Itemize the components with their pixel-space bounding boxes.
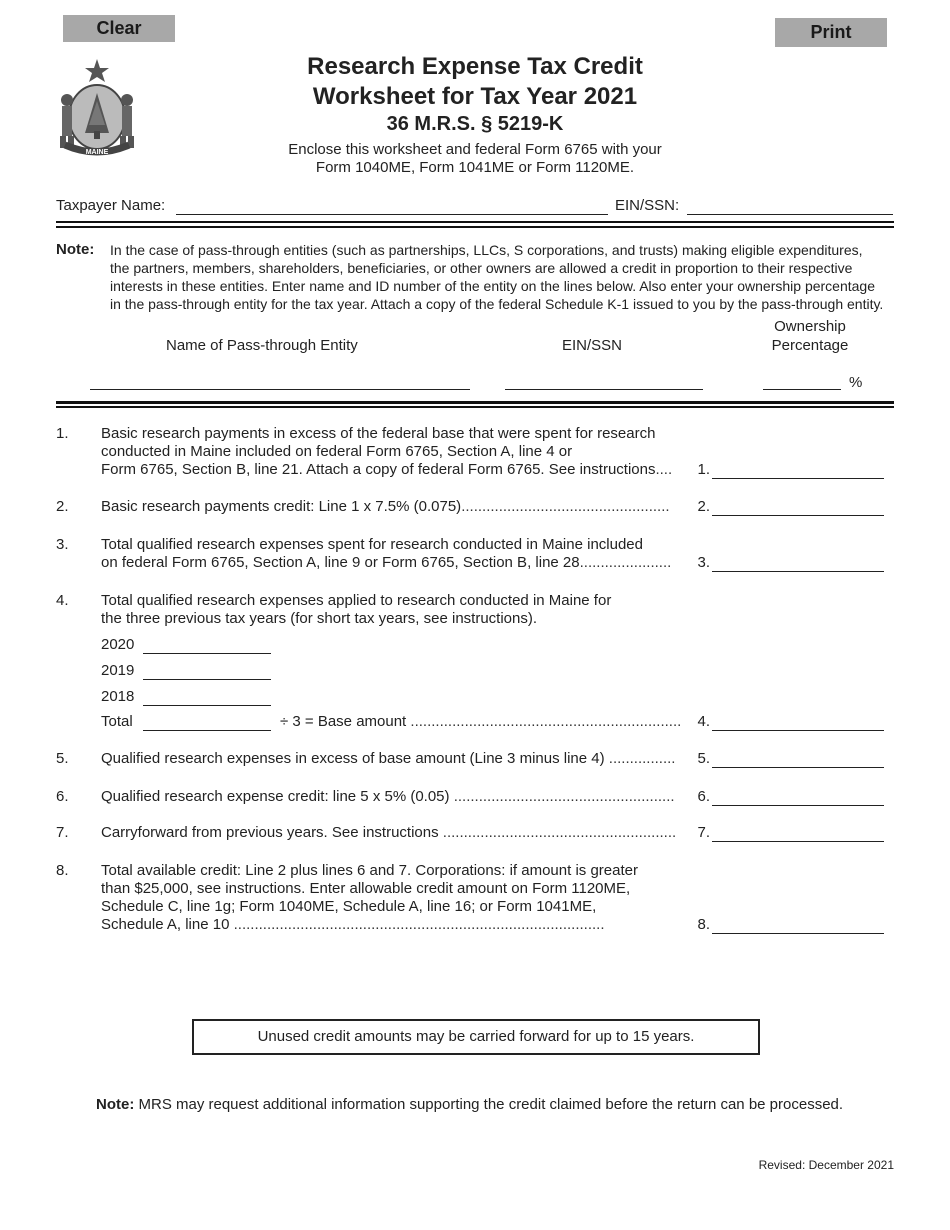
line-ref: 1. <box>697 461 710 478</box>
line-ref: 8. <box>697 916 710 933</box>
instruction-line1: Enclose this worksheet and federal Form 6765 with your <box>288 141 662 158</box>
line8-text: than $25,000, see instructions. Enter allowable credit amount on Form 1120ME, <box>101 880 631 897</box>
entity-name-header: Name of Pass-through Entity <box>166 337 358 354</box>
line3-text: Total qualified research expenses spent for research conducted in Maine included <box>101 536 643 553</box>
line3-text <box>101 554 671 572</box>
line2-text <box>101 498 670 516</box>
line2-label: Basic research payments credit: Line 1 x 7.5% (0.075) <box>101 498 462 515</box>
line1-text: Basic research payments in excess of the federal base that were spent for research <box>101 425 656 442</box>
note-line: interests in these entities. Enter name and ID number of the entity on the lines below. Also enter your ownership percentage <box>110 278 876 294</box>
line-ref: 4. <box>697 713 710 730</box>
line6-text <box>101 788 675 806</box>
line-number: 8. <box>56 862 69 879</box>
line1-text <box>101 461 672 479</box>
line-number: 5. <box>56 750 69 767</box>
line5-amount-input[interactable] <box>712 751 884 768</box>
line3-text-end: on federal Form 6765, Section A, line 9 or Form 6765, Section B, line 28 <box>101 554 580 571</box>
year-2019-input[interactable] <box>143 663 271 680</box>
form-title-line1: Research Expense Tax Credit <box>307 53 643 80</box>
form-title-line2: Worksheet for Tax Year 2021 <box>312 83 638 110</box>
line-ref: 7. <box>697 824 710 841</box>
leader-dots: ..................................................... <box>453 788 675 805</box>
taxpayer-name-input[interactable] <box>176 198 608 215</box>
entity-ein-input[interactable] <box>505 373 703 390</box>
line-ref: 3. <box>697 554 710 571</box>
line-number: 1. <box>56 425 69 442</box>
leader-dots: ................................................................. <box>410 713 682 730</box>
ownership-percentage-input[interactable] <box>763 373 841 390</box>
entity-name-input[interactable] <box>90 373 470 390</box>
year-label: 2019 <box>101 662 135 679</box>
note-text <box>110 241 896 313</box>
year-2018-input[interactable] <box>143 689 271 706</box>
print-button[interactable]: Print <box>775 18 887 47</box>
line7-amount-input[interactable] <box>712 825 884 842</box>
line-ref: 6. <box>697 788 710 805</box>
line8-text: Schedule C, line 1g; Form 1040ME, Schedule A, line 16; or Form 1041ME, <box>101 898 597 915</box>
leader-dots: .................................................. <box>461 498 670 515</box>
line5-text <box>101 750 675 768</box>
percentage-header: Percentage <box>771 337 849 354</box>
footer-note-label: Note: <box>96 1096 135 1113</box>
statute-reference: 36 M.R.S. § 5219-K <box>386 113 564 135</box>
ownership-header: Ownership <box>774 318 846 335</box>
leader-dots: ................ <box>608 750 676 767</box>
clear-button[interactable]: Clear <box>63 15 175 42</box>
total-input[interactable] <box>143 714 271 731</box>
note-line: in the pass-through entity for the tax year. Attach a copy of the federal Schedule K-1 issued to you by the pass-through entity. <box>110 296 884 312</box>
taxpayer-ein-input[interactable] <box>687 198 893 215</box>
note-line: In the case of pass-through entities (such as partnerships, LLCs, S corporations, and trusts) making eligible expenditures, <box>110 242 863 258</box>
line1-text-end: Form 6765, Section B, line 21. Attach a copy of federal Form 6765. See instructions <box>101 461 656 478</box>
line-number: 3. <box>56 536 69 553</box>
divider <box>56 406 894 408</box>
line4-text: Total qualified research expenses applied to research conducted in Maine for <box>101 592 612 609</box>
leader-dots: ......................................................................................... <box>233 916 605 933</box>
leader-dots: ...................... <box>579 554 672 571</box>
total-label: Total <box>101 713 133 730</box>
line-ref: 5. <box>697 750 710 767</box>
line3-amount-input[interactable] <box>712 555 884 572</box>
line-number: 2. <box>56 498 69 515</box>
base-amount-label: ÷ 3 = Base amount <box>280 713 407 730</box>
revision-date: Revised: December 2021 <box>758 1158 894 1172</box>
footer-note-text: MRS may request additional information supporting the credit claimed before the return can be processed. <box>134 1096 844 1113</box>
line8-text: Total available credit: Line 2 plus lines 6 and 7. Corporations: if amount is greater <box>101 862 638 879</box>
line8-text <box>101 916 605 934</box>
line-number: 6. <box>56 788 69 805</box>
line4-amount-input[interactable] <box>712 714 884 731</box>
divider <box>56 226 894 228</box>
instruction-line2: Form 1040ME, Form 1041ME or Form 1120ME. <box>315 159 635 176</box>
line8-amount-input[interactable] <box>712 917 884 934</box>
line7-text <box>101 824 676 842</box>
line5-label: Qualified research expenses in excess of base amount (Line 3 minus line 4) <box>101 750 605 767</box>
line1-amount-input[interactable] <box>712 462 884 479</box>
line6-label: Qualified research expense credit: line 5 x 5% (0.05) <box>101 788 450 805</box>
line7-label: Carryforward from previous years. See instructions <box>101 824 439 841</box>
leader-dots: .... <box>655 461 673 478</box>
year-label: 2020 <box>101 636 135 653</box>
divider <box>56 401 894 404</box>
entity-ein-header: EIN/SSN <box>562 337 623 354</box>
line4-text: the three previous tax years (for short tax years, see instructions). <box>101 610 538 627</box>
note-line: the partners, members, shareholders, beneficiaries, or other owners are allowed a credit in proportion to their respective <box>110 260 853 276</box>
divider <box>56 221 894 223</box>
line2-amount-input[interactable] <box>712 499 884 516</box>
taxpayer-ein-label: EIN/SSN: <box>615 197 680 214</box>
taxpayer-name-label: Taxpayer Name: <box>56 197 166 214</box>
state-seal-icon <box>55 55 140 160</box>
line8-text-end: Schedule A, line 10 <box>101 916 230 933</box>
leader-dots: ........................................................ <box>442 824 677 841</box>
svg-text:MAINE: MAINE <box>85 149 109 156</box>
line-ref: 2. <box>697 498 710 515</box>
footer-note <box>96 1096 843 1114</box>
base-amount-text <box>280 713 681 731</box>
carryforward-notice: Unused credit amounts may be carried forward for up to 15 years. <box>192 1019 760 1055</box>
line6-amount-input[interactable] <box>712 789 884 806</box>
line1-text: conducted in Maine included on federal Form 6765, Section A, line 4 or <box>101 443 573 460</box>
year-label: 2018 <box>101 688 135 705</box>
percent-sign: % <box>849 374 863 391</box>
line-number: 7. <box>56 824 69 841</box>
note-label: Note: <box>56 241 95 258</box>
line-number: 4. <box>56 592 69 609</box>
year-2020-input[interactable] <box>143 637 271 654</box>
